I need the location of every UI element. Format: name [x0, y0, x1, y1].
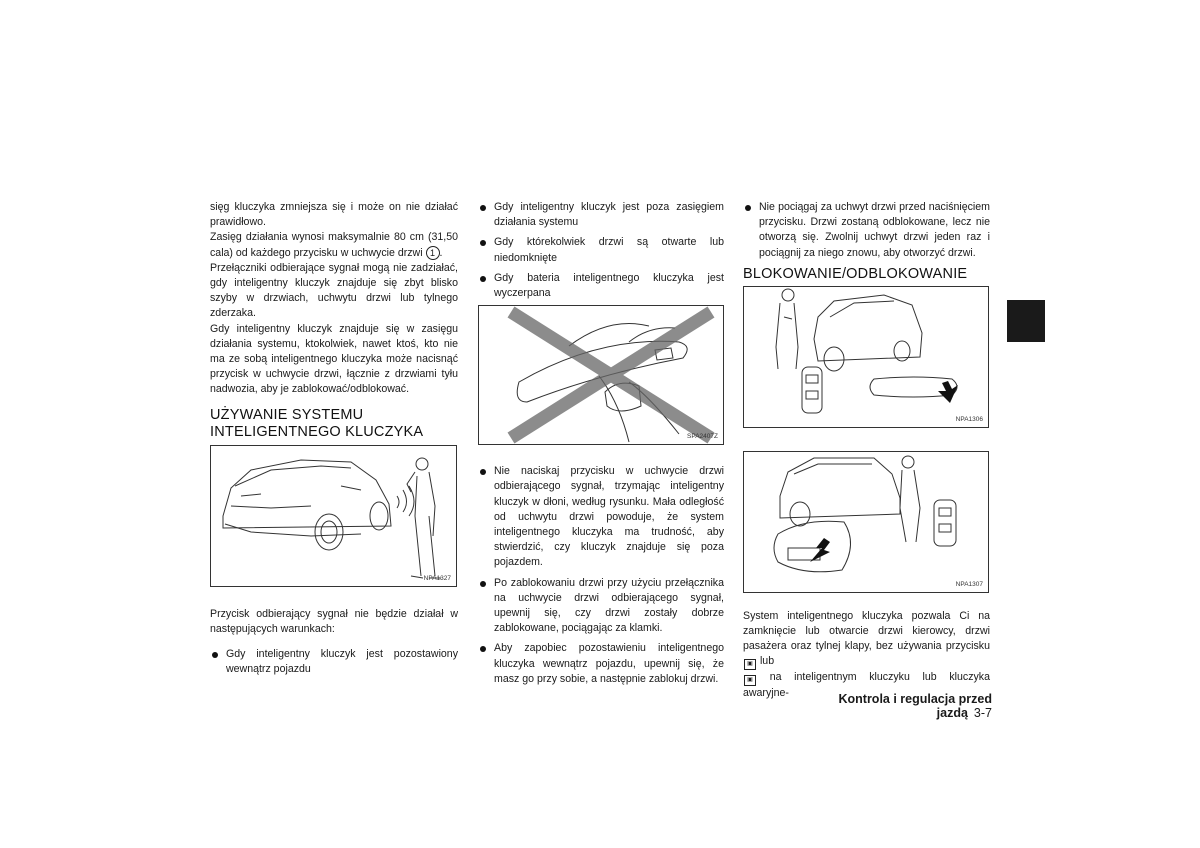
lock-front-illustration — [744, 287, 988, 427]
figure-code: SPA2407Z — [687, 433, 718, 441]
section-heading: UŻYWANIE SYSTEMU INTELIGENTNEGO KLUCZYKA — [210, 406, 424, 440]
figure-lock-front — [743, 286, 989, 428]
paragraph: System inteligentnego kluczyka pozwala Ci na zamknięcie lub otwarcie drzwi kierowcy, drzwi pasażera oraz tylnej klapy, bez używania przycisku ▣ lub ▣ na inteligentnym kluczyku lub kluczyka awaryjne- — [743, 609, 990, 700]
list-item: Gdy inteligentny kluczyk jest pozostawiony wewnątrz pojazdu — [210, 647, 458, 677]
paragraph: Przełączniki odbierające sygnał mogą nie zadziałać, gdy inteligentny kluczyk znajduje się zbyt blisko szyby w drzwiach, uchwytu drzwi lub tylnego zderzaka. — [210, 261, 458, 320]
list-item: Gdy którekolwiek drzwi są otwarte lub niedomknięte — [478, 235, 724, 265]
page-number: 3-7 — [973, 706, 992, 720]
list-item: Nie naciskaj przycisku w uchwycie drzwi odbierającego sygnał, trzymając inteligentny kluczyk w dłoni, według rysunku. Mała odległość od uchwytu drzwi powoduje, że system inteligentnego kluczyka ma trudność, aby stwierdzić, czy kluczyk znajduje się poza pojazdem. — [478, 464, 724, 570]
column-3 — [743, 200, 990, 702]
paragraph: Gdy inteligentny kluczyk znajduje się w zasięgu działania systemu, ktokolwiek, nawet ktoś, kto nie ma ze sobą inteligentnego kluczyka może nacisnąć przycisk w uchwycie drzwi, łącznie z drzwiami tyłu nadwozia, aby je zablokować/odblokować. — [210, 322, 458, 396]
unlock-icon: ▣ — [744, 675, 756, 686]
paragraph: sięg kluczyka zmniejsza się i może on nie działać prawidłowo. — [210, 201, 458, 229]
car-illustration — [211, 446, 456, 586]
chapter-tab — [1007, 300, 1045, 342]
crossed-hand-illustration — [479, 306, 723, 444]
page-footer — [789, 692, 992, 720]
list-item: Gdy inteligentny kluczyk jest poza zasięgiem działania systemu — [478, 200, 724, 230]
column-2 — [478, 200, 724, 687]
paragraph: Zasięg działania wynosi maksymalnie 80 cm (31,50 cala) od każdego przycisku w uchwycie drzwi 1 . — [210, 231, 458, 259]
list-item: Aby zapobiec pozostawieniu inteligentnego kluczyka wewnątrz pojazdu, upewnij się, że masz go przy sobie, a następnie zablokuj drzwi. — [478, 641, 724, 687]
section-heading: BLOKOWANIE/ODBLOKOWANIE — [743, 265, 968, 282]
callout-marker: 1 — [426, 246, 440, 260]
figure-do-not-hold-key — [478, 305, 724, 445]
footer-title: Kontrola i regulacja przed jazdą — [838, 692, 992, 720]
list-item: Nie pociągaj za uchwyt drzwi przed naciśnięciem przycisku. Drzwi zostaną odblokowane, lecz nie otworzą się. Zwolnij uchwyt drzwi jeden raz i pociągnij za niego znowu, aby otworzyć drzwi. — [743, 200, 990, 261]
lock-icon: ▣ — [744, 659, 756, 670]
figure-lock-rear — [743, 451, 989, 593]
list-item: Gdy bateria inteligentnego kluczyka jest wyczerpana — [478, 271, 724, 301]
figure-code: NPA1306 — [955, 415, 983, 423]
figure-car-approach — [210, 445, 457, 587]
figure-code: NPA1327 — [423, 574, 451, 582]
figure-code: NPA1307 — [955, 580, 983, 588]
list-item: Po zablokowaniu drzwi przy użyciu przełącznika na uchwycie drzwi odbierającego sygnał, upewnij się, czy drzwi zostały dobrze zablokowane, pociągając za klamki. — [478, 576, 724, 637]
paragraph: Przycisk odbierający sygnał nie będzie działał w następujących warunkach: — [210, 607, 458, 635]
column-1 — [210, 200, 458, 677]
lock-rear-illustration — [744, 452, 988, 592]
